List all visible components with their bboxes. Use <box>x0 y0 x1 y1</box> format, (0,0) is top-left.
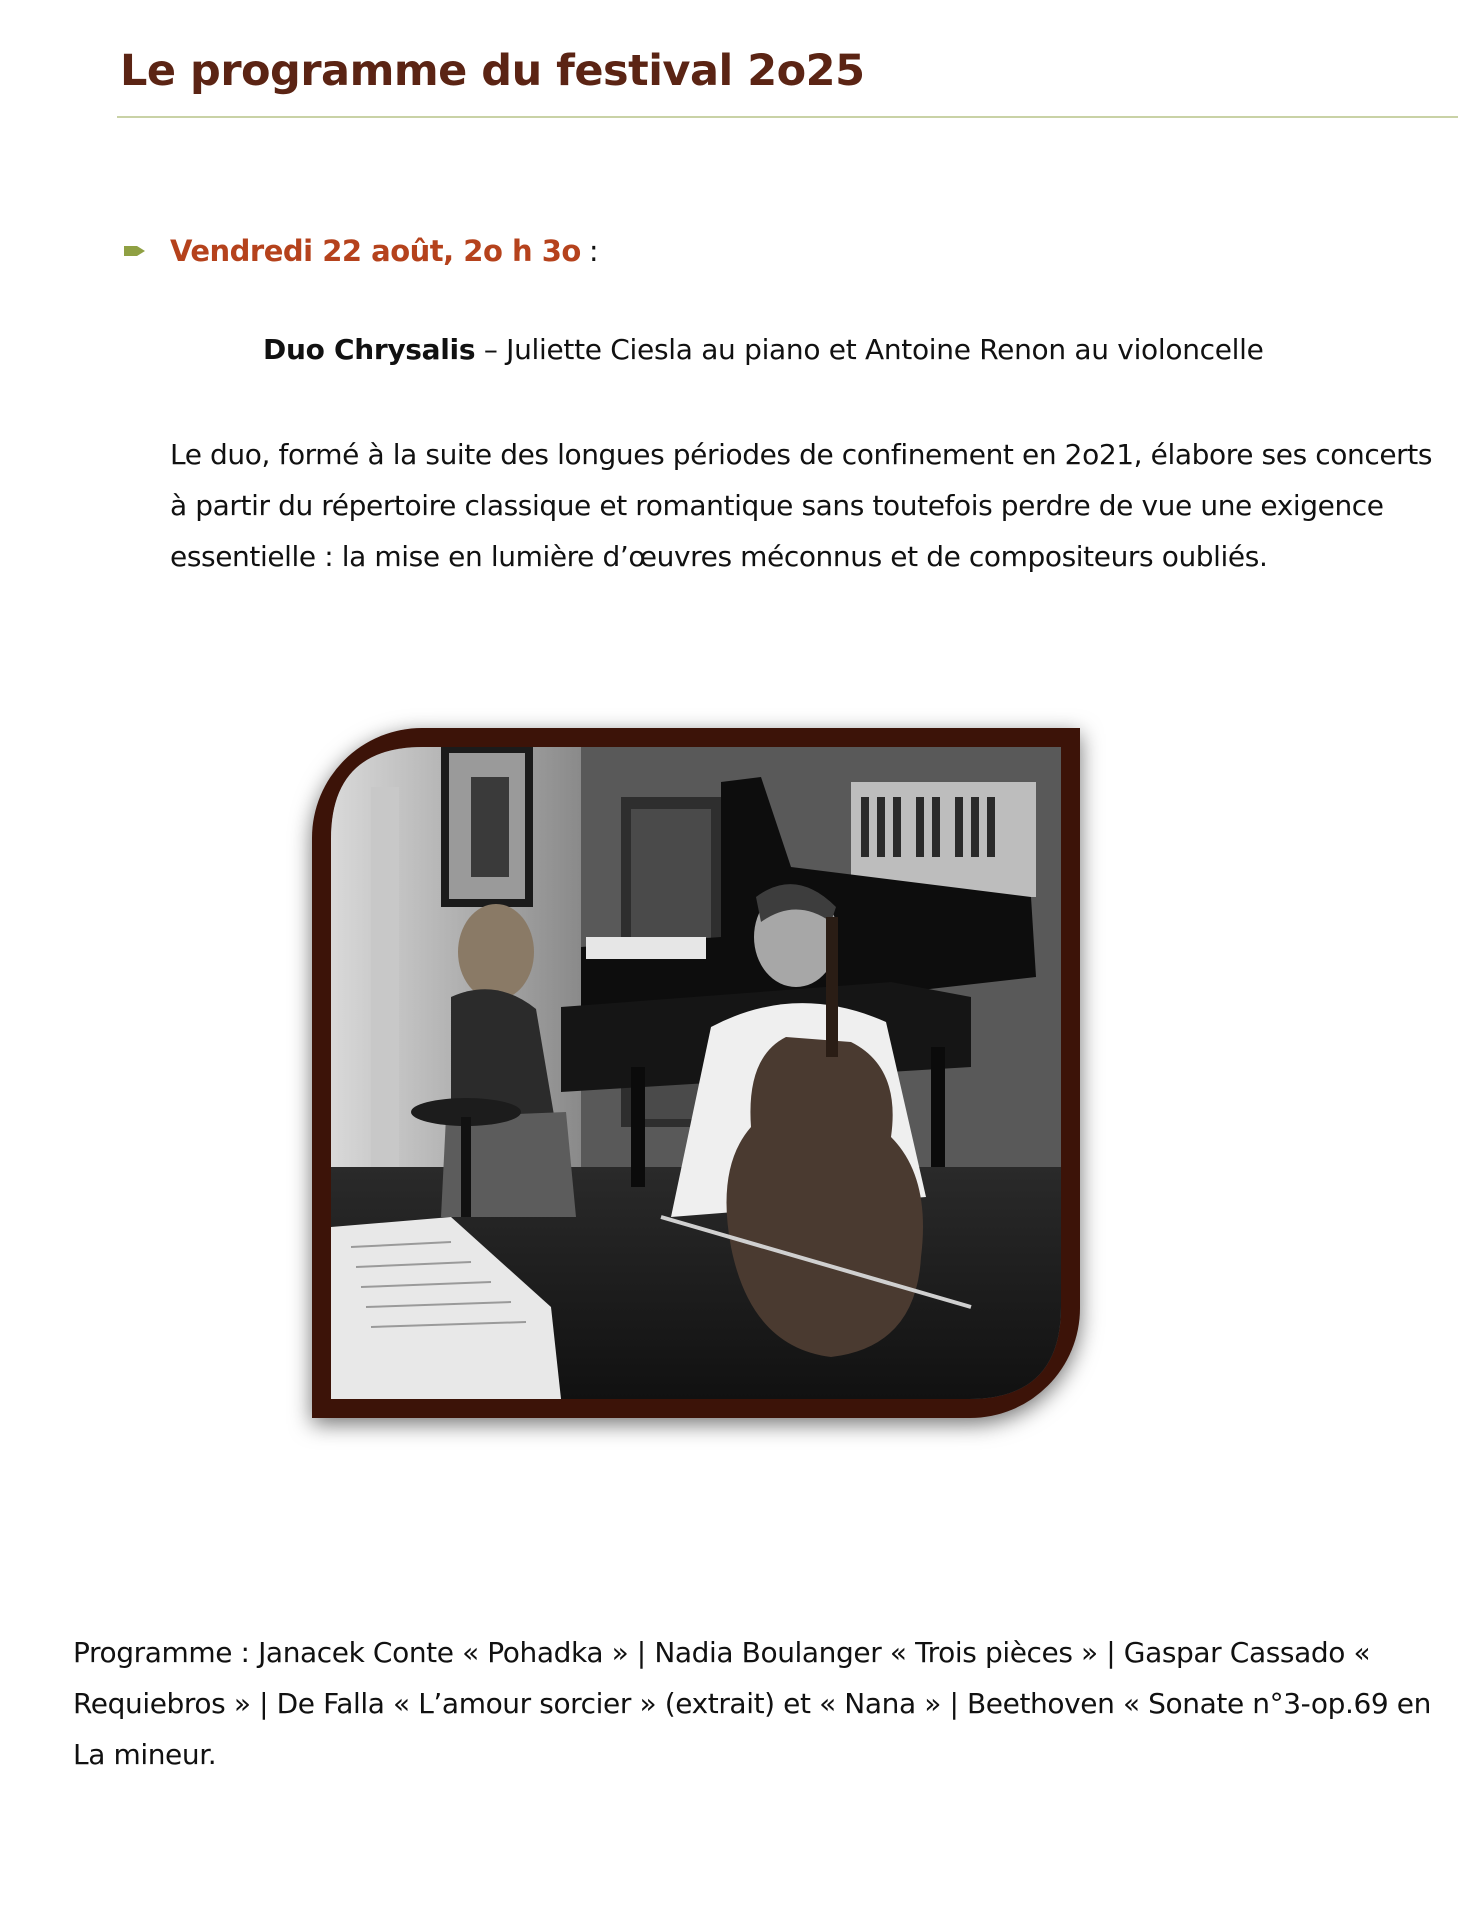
event-date-line <box>124 231 599 271</box>
ensemble-description: Le duo, formé à la suite des longues périodes de confinement en 2o21, élabore ses concerts à partir du répertoire classique et romantique sans toutefois perdre de vue une exigence essentielle : la mise en lumière d’œuvres méconnus et de compositeurs oubliés. <box>170 438 1433 573</box>
concert-photo <box>331 747 1061 1399</box>
concert-photo-frame <box>312 728 1080 1418</box>
event-date-colon: : <box>588 234 599 268</box>
event-date: Vendredi 22 août, 2o h 3o <box>170 234 581 268</box>
performers-line <box>263 333 1264 366</box>
program-list: Programme : Janacek Conte « Pohadka » | Nadia Boulanger « Trois pièces » | Gaspar Cassado « Requiebros » | De Falla « L’amour sorcier » (extrait) et « Nana » | Beethoven « Sonate n°3-op.69 en La mineur. <box>73 1636 1431 1771</box>
performers-details: – Juliette Ciesla au piano et Antoine Renon au violoncelle <box>475 333 1264 366</box>
page-title: Le programme du festival 2o25 <box>120 46 865 96</box>
arrow-bullet-icon <box>124 243 146 259</box>
ensemble-name: Duo Chrysalis <box>263 333 476 366</box>
title-divider <box>117 116 1458 118</box>
